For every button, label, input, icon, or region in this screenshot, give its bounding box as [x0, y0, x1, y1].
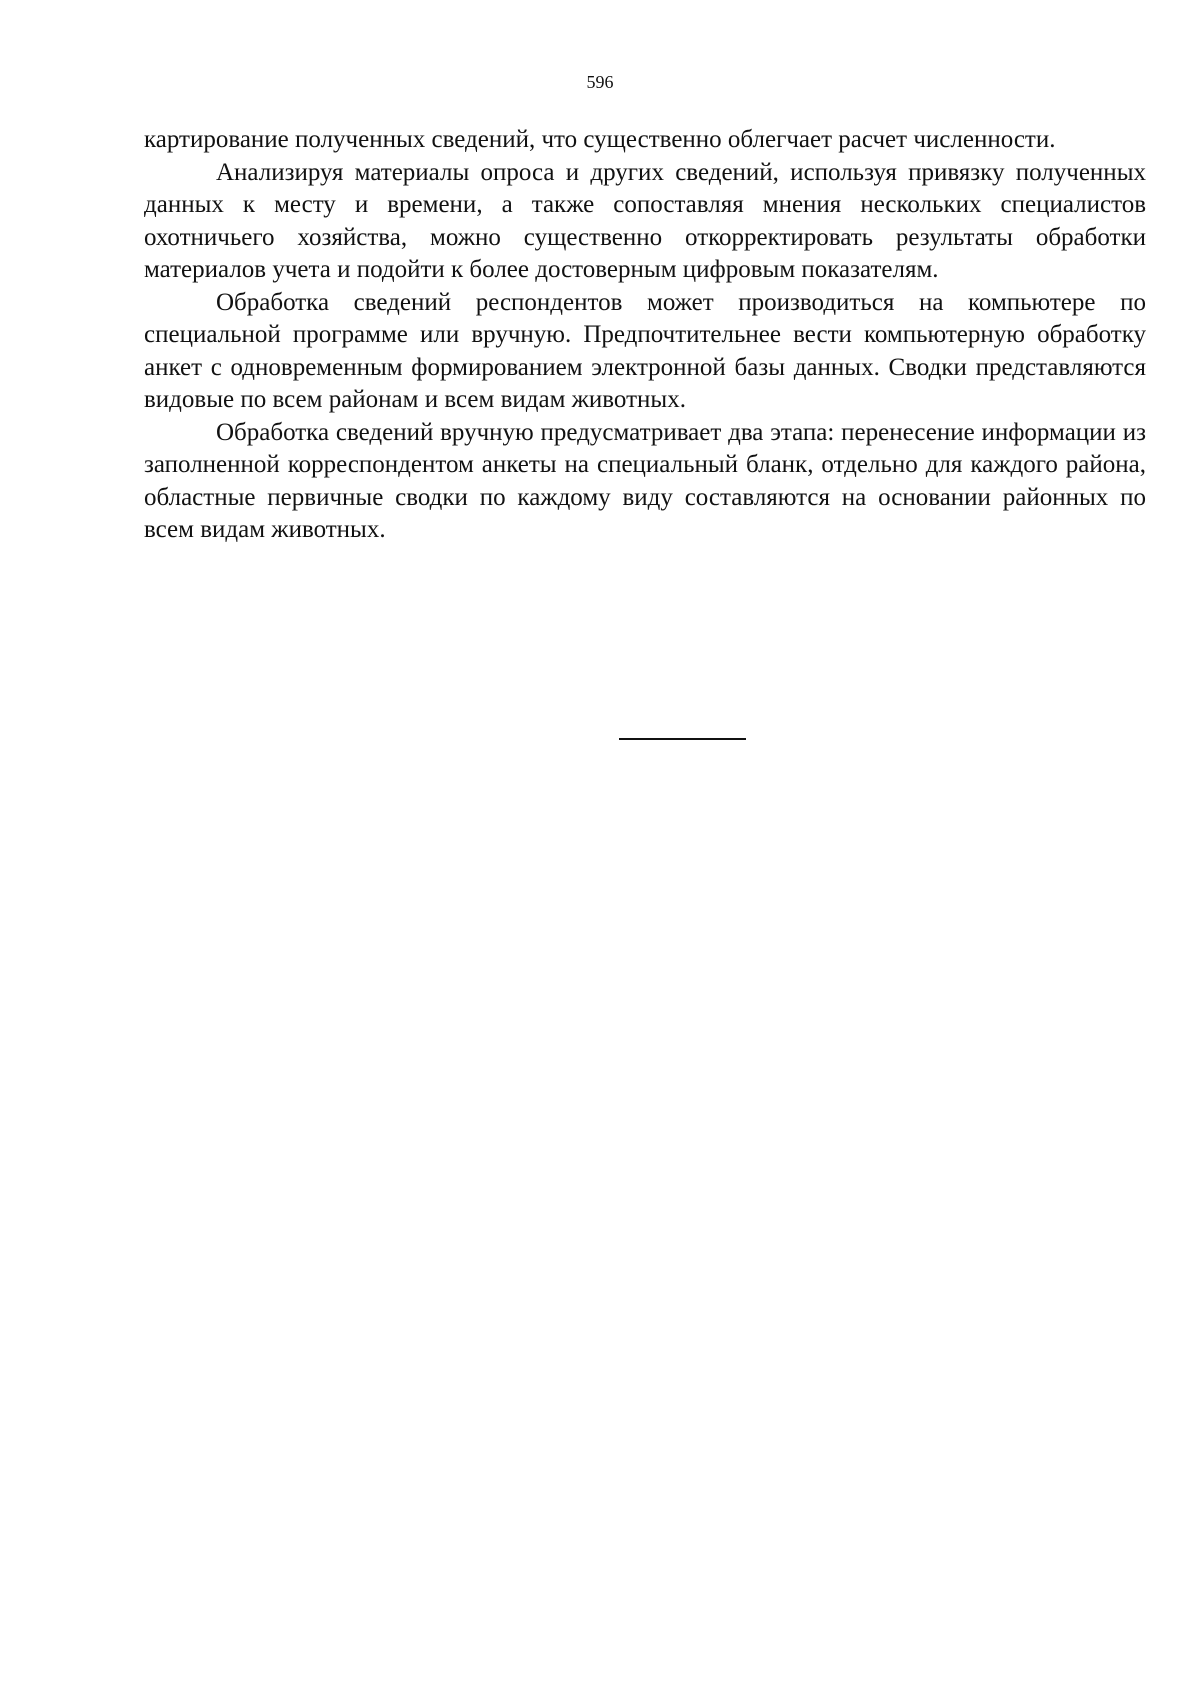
- paragraph-survey-analysis: Анализируя материалы опроса и других сведений, используя привязку полученных данных к месту и времени, а также сопоставляя мнения нескольких специалистов охотничьего хозяйства, можно существенно откорректировать результаты обработки материалов учета и подойти к более достоверным цифровым показателям.: [144, 158, 1146, 283]
- body-text: [144, 124, 1146, 547]
- paragraph-manual-processing: Обработка сведений вручную предусматривает два этапа: перенесение информации из заполненной корреспондентом анкеты на специальный бланк, отдельно для каждого района, областные первичные сводки по каждому виду составляются на основании районных по всем видам животных.: [144, 418, 1146, 543]
- paragraph-respondent-processing: Обработка сведений респондентов может производиться на компьютере по специальной программе или вручную. Предпочтительнее вести компьютерную обработку анкет с одновременным формированием электронной базы данных. Сводки представляются видовые по всем районам и всем видам животных.: [144, 288, 1146, 413]
- section-separator-line: [619, 738, 746, 740]
- page-number: 596: [586, 72, 614, 92]
- paragraph-continuation: картирование полученных сведений, что существенно облегчает расчет численности.: [144, 126, 1056, 153]
